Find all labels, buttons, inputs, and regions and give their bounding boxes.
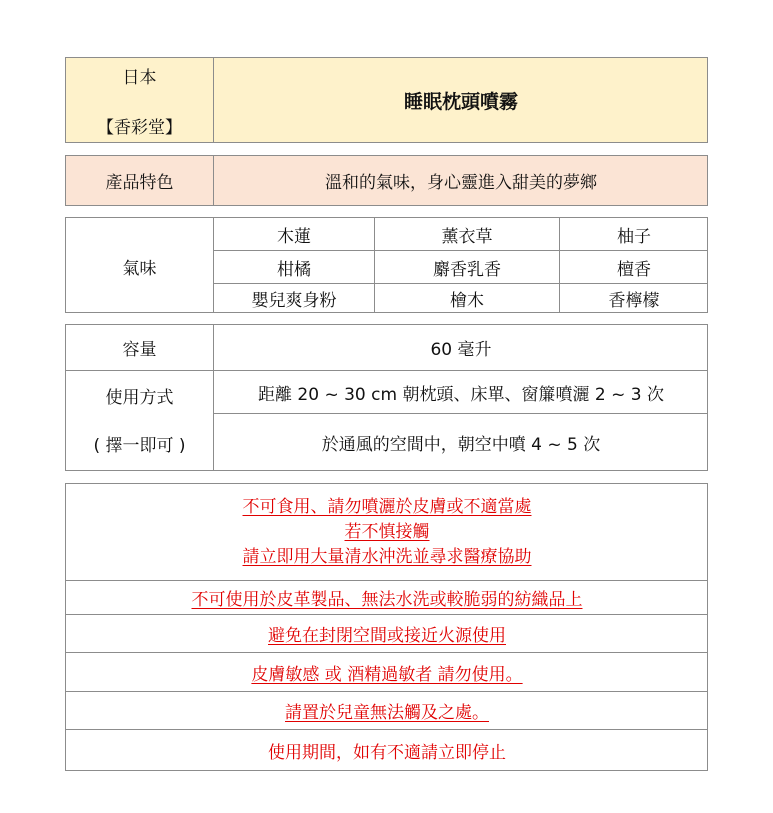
scent-item: 嬰兒爽身粉: [251, 290, 337, 311]
product-title: 睡眠枕頭噴霧: [403, 90, 518, 113]
usage-option-1: 距離 20 ~ 30 cm 朝枕頭、床單、窗簾噴灑 2 ~ 3 次: [258, 384, 664, 405]
scents-label: 氣味: [122, 259, 157, 279]
warning-row: [66, 581, 708, 614]
warning-line: 請立即用大量清水沖洗並尋求醫療協助: [242, 546, 532, 567]
warning-line: 不可食用、請勿噴灑於皮膚或不適當處: [242, 496, 532, 517]
warning-row: [66, 653, 708, 691]
scent-item: 薰衣草: [441, 226, 493, 247]
warning-line-plain: 使用期間，如有不適請立即停止: [268, 742, 506, 763]
scent-item: 香檸檬: [608, 290, 660, 311]
capacity-label: 容量: [122, 340, 157, 360]
features-label: 產品特色: [105, 173, 174, 193]
warning-row: [66, 615, 708, 652]
warning-row: [66, 730, 708, 770]
usage-option-2: 於通風的空間中，朝空中噴 4 ~ 5 次: [321, 434, 601, 455]
warning-block-1: [66, 484, 708, 580]
usage-note: ( 擇一即可 ): [93, 435, 186, 456]
warning-row: [66, 692, 708, 729]
warning-line: 避免在封閉空間或接近火源使用: [268, 626, 506, 646]
scent-item: 柑橘: [277, 259, 311, 280]
scent-item: 檀香: [617, 259, 651, 280]
brand-label: 【香彩堂】: [97, 117, 182, 138]
scent-item: 麝香乳香: [433, 259, 501, 280]
warning-line: 皮膚敏感 或 酒精過敏者 請勿使用。: [251, 664, 523, 685]
warning-line: 不可使用於皮革製品、無法水洗或較脆弱的紡織品上: [191, 590, 583, 610]
scent-item: 柚子: [617, 226, 651, 247]
origin-label: 日本: [122, 67, 157, 88]
warning-line: 若不慎接觸: [344, 521, 430, 542]
scent-item: 檜木: [450, 290, 484, 311]
scent-item: 木蓮: [277, 226, 311, 247]
warning-line: 請置於兒童無法觸及之處。: [285, 703, 489, 723]
capacity-value: 60 毫升: [430, 340, 492, 360]
usage-label: 使用方式: [105, 387, 174, 408]
features-value: 溫和的氣味，身心靈進入甜美的夢鄉: [325, 173, 597, 193]
